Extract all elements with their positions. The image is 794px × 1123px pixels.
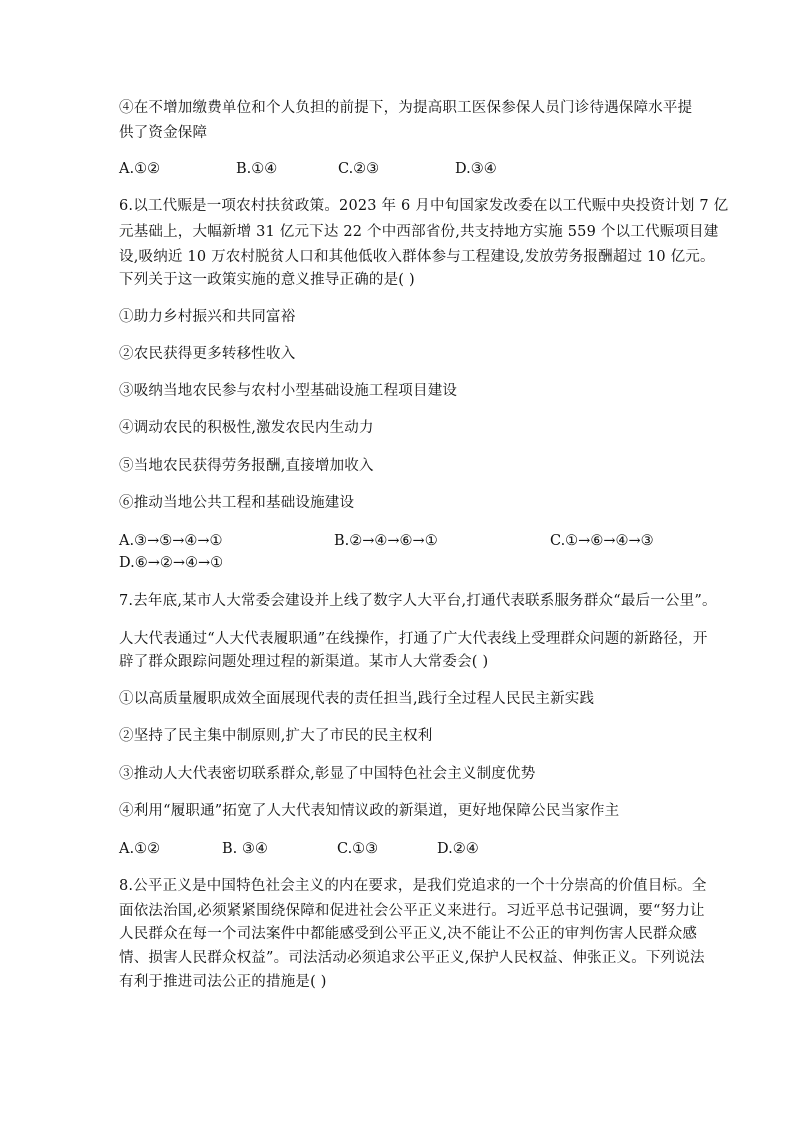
q8-stem-line-4: 情、损害人民群众权益”。司法活动必须追求公平正义,保护人民权益、伸张正义。下列说法 [119,950,705,966]
q7-stem-line-1: 7.去年底,某市人大常委会建设并上线了数字人大平台,打通代表联系服务群众“最后一公里”。 [119,593,717,609]
q5-option-b[interactable]: B.①④ [236,161,278,177]
q7-item-4: ④利用“履职通”拓宽了人大代表知情议政的新渠道，更好地保障公民当家作主 [119,803,620,819]
q5-option-a[interactable]: A.①② [119,161,161,177]
q6-item-2: ②农民获得更多转移性收入 [119,346,296,362]
q5-item-4-line-1: ④在不增加缴费单位和个人负担的前提下，为提高职工医保参保人员门诊待遇保障水平提 [119,100,693,116]
q7-item-3: ③推动人大代表密切联系群众,彰显了中国特色社会主义制度优势 [119,766,536,782]
q8-stem-line-1: 8.公平正义是中国特色社会主义的内在要求，是我们党追求的一个十分崇高的价值目标。全 [119,878,707,894]
q8-stem-line-2: 面依法治国,必须紧紧围绕保障和促进社会公平正义来进行。习近平总书记强调，要“努力让 [119,903,705,919]
q8-stem-line-3: 人民群众在每一个司法案件中都能感受到公平正义,决不能让不公正的审判伤害人民群众感 [119,926,698,942]
q6-stem-line-4: 下列关于这一政策实施的意义推导正确的是( ) [119,272,415,288]
q6-item-3: ③吸纳当地农民参与农村小型基础设施工程项目建设 [119,383,458,399]
q6-option-c[interactable]: C.①→⑥→④→③ [550,533,654,549]
q7-option-d[interactable]: D.②④ [437,841,479,857]
q8-stem-line-5: 有利于推进司法公正的措施是( ) [119,974,327,990]
q7-option-b[interactable]: B. ③④ [222,841,268,857]
q6-options-row-1 [119,529,679,553]
q5-option-d[interactable]: D.③④ [455,161,497,177]
q6-item-1: ①助力乡村振兴和共同富裕 [119,309,296,325]
q7-stem-line-2: 人大代表通过“人大代表履职通”在线操作，打通了广大代表线上受理群众问题的新路径，开 [119,631,708,647]
q6-stem-line-1: 6.以工代赈是一项农村扶贫政策。2023 年 6 月中旬国家发改委在以工代赈中央投资计划 7 亿 [119,198,729,214]
q6-options-row-2 [119,551,679,575]
q6-stem-line-3: 设,吸纳近 10 万农村脱贫人口和其他低收入群体参与工程建设,发放劳务报酬超过 10 亿元。 [119,249,715,265]
q6-item-6: ⑥推动当地公共工程和基础设施建设 [119,495,355,511]
q6-option-a[interactable]: A.③→⑤→④→① [119,533,223,549]
q7-stem-line-3: 辟了群众跟踪问题处理过程的新渠道。某市人大常委会( ) [119,654,489,670]
q7-options [119,837,679,861]
q7-item-2: ②坚持了民主集中制原则,扩大了市民的民主权利 [119,728,433,744]
q6-item-5: ⑤当地农民获得劳务报酬,直接增加收入 [119,458,374,474]
q6-item-4: ④调动农民的积极性,激发农民内生动力 [119,420,374,436]
q6-option-d[interactable]: D.⑥→②→④→① [119,555,224,571]
q7-item-1: ①以高质量履职成效全面展现代表的责任担当,践行全过程人民民主新实践 [119,691,595,707]
q6-option-b[interactable]: B.②→④→⑥→① [334,533,438,549]
q7-option-c[interactable]: C.①③ [337,841,379,857]
q6-stem-line-2: 元基础上，大幅新增 31 亿元下达 22 个中西部省份,共支持地方实施 559 个以工代赈项目建 [119,224,719,240]
q7-option-a[interactable]: A.①② [119,841,161,857]
q5-options [119,157,679,181]
q5-option-c[interactable]: C.②③ [338,161,380,177]
q5-item-4-line-2: 供了资金保障 [119,125,208,141]
